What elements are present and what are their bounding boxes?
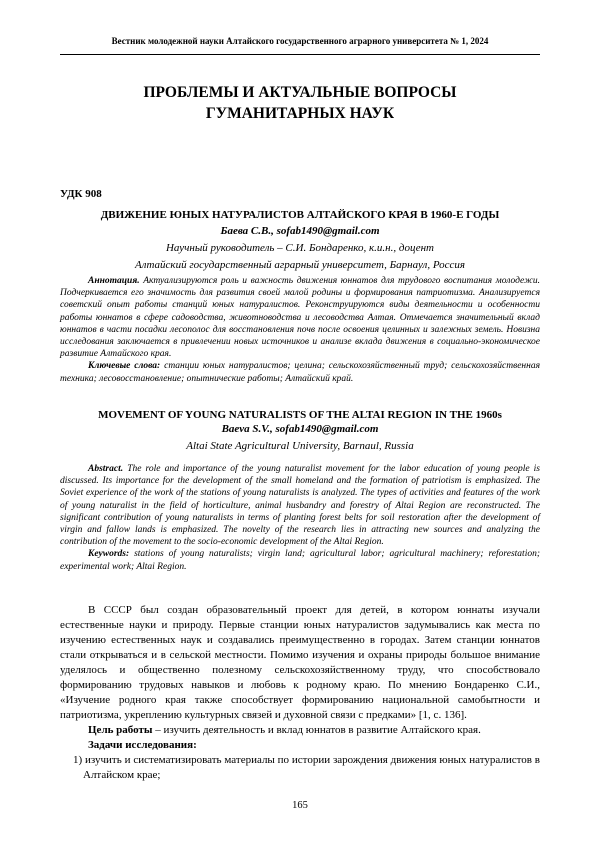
section-title-line-2: ГУМАНИТАРНЫХ НАУК	[205, 105, 395, 122]
goal-label: Цель работы	[88, 724, 153, 736]
author-line-ru: Баева С.В., sofab1490@gmail.com	[220, 225, 380, 237]
advisor-line: Научный руководитель – С.И. Бондаренко, к.и.н., доцент	[165, 242, 435, 254]
abstract-label-en: Abstract.	[88, 464, 124, 474]
tasks-heading: Задачи исследования:	[88, 739, 197, 751]
section-title-line-1: ПРОБЛЕМЫ И АКТУАЛЬНЫЕ ВОПРОСЫ	[143, 84, 457, 101]
abstract-text-en: The role and importance of the young naturalist movement for the labor education of young people is discussed. Its importance for the development of the small homeland and the formation of patriotism is emphasized. The Soviet experience of the work of the stations of young naturalists is analyzed. The types of activities and features of the work of young naturalist in the field of horticulture, animal husbandry and forestry of Altai Region are reconstructed. The significant contribution of young naturalists in terms of planting forest belts for soil restoration after the development of virgin and fallow lands is emphasized. The novelty of the research lies in attracting new sources and analyzing the contribution of the movement to the socio-economic development of the Altai Region.	[60, 464, 540, 548]
section-title	[60, 82, 540, 124]
page-number: 165	[292, 800, 308, 811]
author-block-ru	[60, 223, 540, 274]
affiliation-en: Altai State Agricultural University, Barnaul, Russia	[186, 440, 414, 452]
abstract-ru	[60, 275, 540, 385]
author-block-en	[60, 421, 540, 455]
abstract-text-ru: Актуализируются роль и важность движения юннатов для трудового воспитания молодежи. Подчеркивается его значимость для развития своей малой родины и формирования патриотизма. Анализируется советский опыт работы станций юных натуралистов. Реконструируются виды деятельности и особенности работы юннатов в сфере садоводства, животноводства и лесоводства Алтая. Отмечается значительный вклад юннатов в части посадки лесополос для восстановления почв после освоения целинных и залежных земель. Новизна исследования заключается в привлечении новых источников и анализе вклада движения в социально-экономическое развитие Алтайского края.	[60, 276, 540, 360]
affiliation-ru: Алтайский государственный аграрный университет, Барнаул, Россия	[134, 259, 466, 271]
keywords-label-ru: Ключевые слова:	[88, 361, 161, 372]
abstract-paragraph-en	[60, 463, 540, 548]
keywords-label-en: Keywords:	[88, 549, 130, 560]
keywords-en	[60, 548, 540, 572]
article-body	[60, 603, 540, 783]
body-paragraph-goal	[60, 723, 540, 738]
keywords-text-en: stations of young naturalists; virgin land; agricultural labor; agricultural machinery; reforestation; experimental work; Altai Region.	[60, 549, 540, 572]
abstract-en	[60, 463, 540, 573]
keywords-ru	[60, 360, 540, 384]
abstract-label-ru: Аннотация.	[88, 276, 140, 286]
abstract-paragraph-ru	[60, 275, 540, 360]
author-line-en: Baeva S.V., sofab1490@gmail.com	[221, 423, 379, 435]
article-title-ru: ДВИЖЕНИЕ ЮНЫХ НАТУРАЛИСТОВ АЛТАЙСКОГО КРАЯ В 1960-Е ГОДЫ	[100, 209, 500, 221]
keywords-text-ru: станции юных натуралистов; целина; сельскохозяйственный труд; сельскохозяйственная техника; лесовосстановление; опытнические работы; Алтайский край.	[60, 361, 541, 384]
udk-code: УДК 908	[60, 188, 102, 200]
body-paragraph-intro: В СССР был создан образовательный проект для детей, в котором юннаты изучали естественные науки и природу. Первые станции юных натуралистов задумывались как места по изучению естественных наук и создавались преимущественно в городах. Затем станции юннатов стали открываться и в сельской местности. Помимо изучения и охраны природы большое внимание уделялось и общественно полезному сельскохозяйственному труду, что способствовало формированию трудовых навыков и любовь к родному краю. По мнению Бондаренко С.И., «Изучение родного края также способствует формированию национальной самобытности и патриотизма, укреплению культурных связей и духовной связи с предками» [1, с. 136].	[60, 604, 540, 721]
goal-text: – изучить деятельность и вклад юннатов в развитие Алтайского края.	[152, 724, 481, 736]
header-divider	[60, 54, 540, 55]
journal-header: Вестник молодежной науки Алтайского государственного аграрного университета № 1, 2024	[111, 36, 489, 46]
article-title-en: MOVEMENT OF YOUNG NATURALISTS OF THE ALTAI REGION IN THE 1960s	[98, 409, 502, 421]
task-item-1: 1) изучить и систематизировать материалы по истории зарождения движения юных натуралистов в Алтайском крае;	[73, 754, 540, 781]
